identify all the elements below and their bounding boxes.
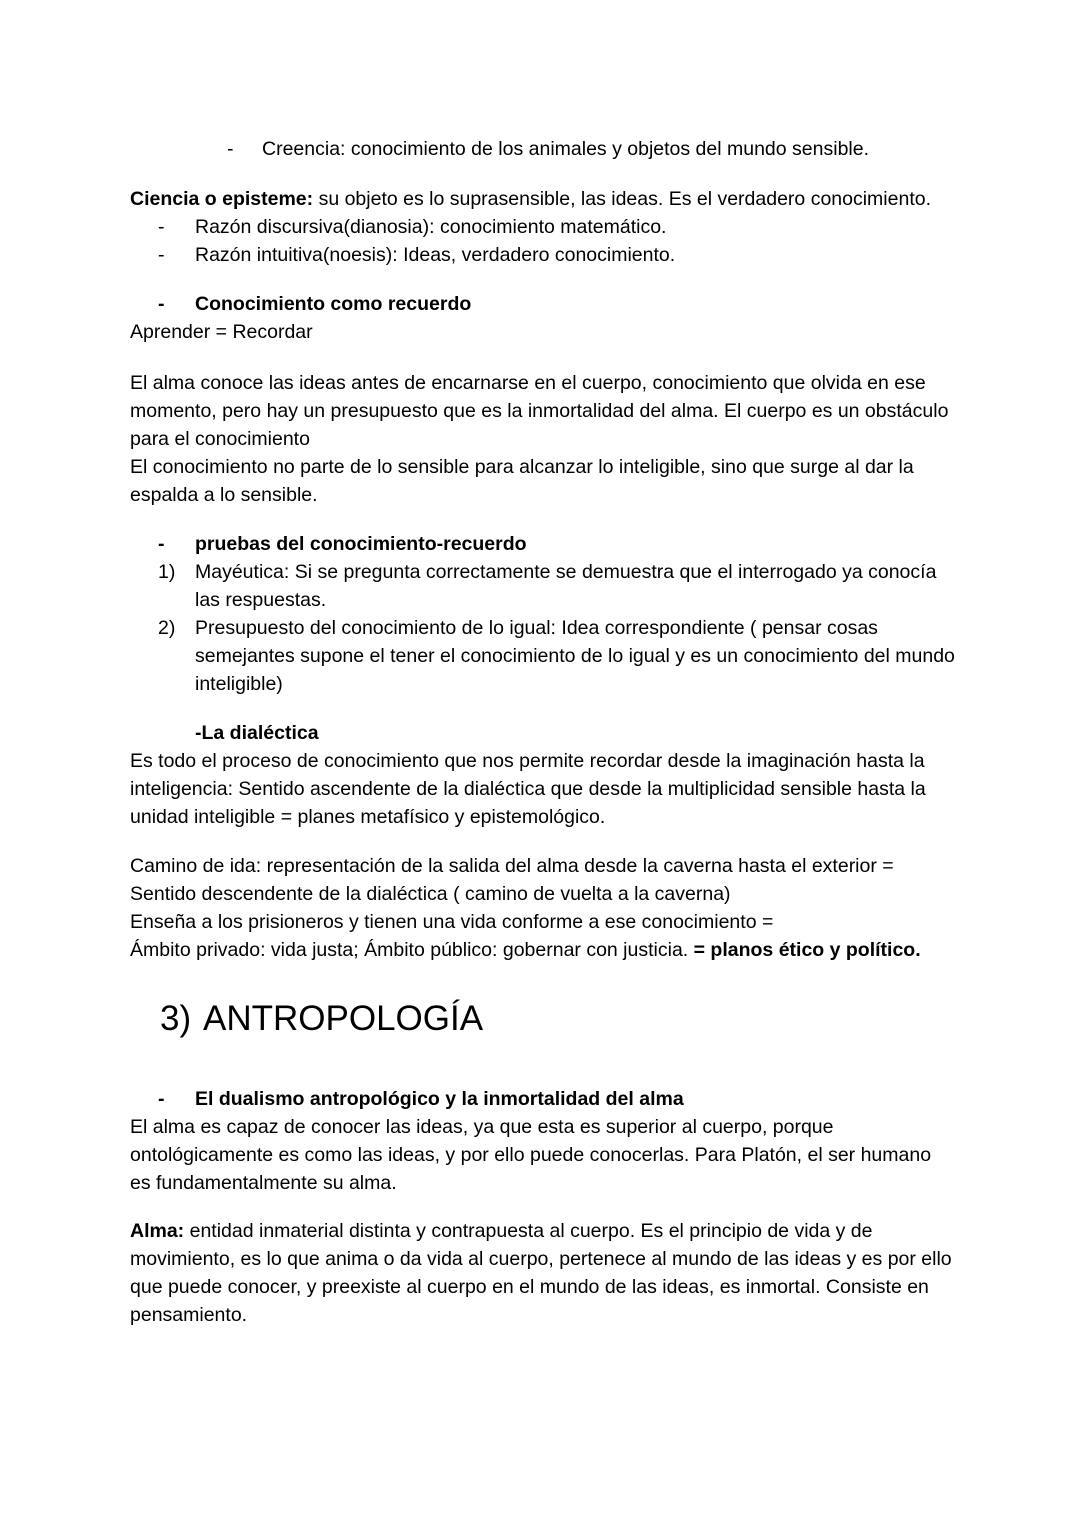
subheading-text: pruebas del conocimiento-recuerdo [195, 533, 527, 555]
bullet-dash: - [158, 293, 165, 315]
number-marker: 1) [158, 561, 176, 583]
heading-antropologia [130, 998, 956, 1040]
bullet-text: Razón intuitiva(noesis): Ideas, verdadero conocimiento. [195, 244, 676, 266]
paragraph-rest: entidad inmaterial distinta y contrapuesta al cuerpo. Es el principio de vida y de movimiento, es lo que anima o da vida al cuerpo, pertenece al mundo de las ideas y es por ello que puede conocer, y preexiste al cuerpo en el mundo de las ideas, es inmortal. Consiste en pensamiento. [130, 1220, 958, 1326]
spacer [130, 509, 956, 530]
paragraph-dialectica: Es todo el proceso de conocimiento que nos permite recordar desde la imaginación hasta la inteligencia: Sentido ascendente de la dialéctica que desde la multiplicidad sensible hasta la unidad inteligible = planes metafísico y epistemológico. [130, 750, 932, 828]
bullet-dash: - [158, 244, 165, 266]
paragraph-alma-definition [130, 1217, 956, 1329]
paragraph-rest: su objeto es lo suprasensible, las ideas. Es el verdadero conocimiento. [313, 188, 932, 210]
bullet-item-razon-discursiva [130, 213, 956, 241]
subheading-text: Conocimiento como recuerdo [195, 293, 472, 315]
numbered-item-text: Presupuesto del conocimiento de lo igual: Idea correspondiente ( pensar cosas semejantes supone el tener el conocimiento de lo igual y es un conocimiento del mundo inteligible) [195, 617, 955, 695]
bullet-dash: - [158, 533, 165, 555]
subheading-la-dialectica: -La dialéctica [195, 722, 319, 744]
bullet-text: Creencia: conocimiento de los animales y objetos del mundo sensible. [262, 138, 870, 160]
spacer [130, 346, 956, 369]
bullet-item-razon-intuitiva [130, 241, 956, 269]
bullet-dash: - [158, 1088, 165, 1110]
line-ambito-bold: = planos ético y político. [693, 939, 921, 961]
subheading-dualismo [130, 1085, 956, 1113]
paragraph-alma-capaz: El alma es capaz de conocer las ideas, ya que esta es superior al cuerpo, porque ontológicamente es como las ideas, y por ello puede conocerlas. Para Platón, el ser humano es fundamentalmente su alma. [130, 1116, 937, 1194]
subheading-text: El dualismo antropológico y la inmortalidad del alma [195, 1088, 684, 1110]
numbered-item-text: Mayéutica: Si se pregunta correctamente se demuestra que el interrogado ya conocía las respuestas. [195, 561, 937, 611]
heading-text: ANTROPOLOGÍA [203, 999, 484, 1038]
spacer [130, 698, 956, 719]
document-content [130, 135, 956, 1329]
spacer [130, 1197, 956, 1217]
line-aprender-recordar: Aprender = Recordar [130, 321, 313, 343]
numbered-item-1 [130, 558, 956, 614]
paragraph-camino-de-ida: Camino de ida: representación de la salida del alma desde la caverna hasta el exterior = Sentido descendente de la dialéctica ( camino de vuelta a la caverna) [130, 855, 900, 905]
bullet-text: Razón discursiva(dianosia): conocimiento matemático. [195, 216, 667, 238]
line-ambito [130, 936, 956, 964]
subheading-pruebas [130, 530, 956, 558]
spacer [130, 269, 956, 290]
spacer [130, 964, 956, 998]
bullet-dash: - [227, 138, 234, 160]
bullet-dash: - [158, 216, 165, 238]
spacer [130, 1040, 956, 1085]
number-marker: 2) [158, 617, 176, 639]
paragraph-conocimiento-no-parte: El conocimiento no parte de lo sensible para alcanzar lo inteligible, sino que surge al dar la espalda a lo sensible. [130, 456, 920, 506]
paragraph-ciencia-episteme [130, 185, 956, 213]
bullet-item-creencia [130, 135, 956, 163]
line-ambito-regular: Ámbito privado: vida justa; Ámbito público: gobernar con justicia. [130, 939, 694, 961]
paragraph-lead-bold: Alma: [130, 1220, 185, 1242]
spacer [130, 831, 956, 852]
spacer [130, 163, 956, 185]
numbered-item-2 [130, 614, 956, 698]
paragraph-lead-bold: Ciencia o episteme: [130, 188, 314, 210]
subheading-conocimiento-como-recuerdo [130, 290, 956, 318]
line-ensena-prisioneros: Enseña a los prisioneros y tienen una vida conforme a ese conocimiento = [130, 911, 774, 933]
paragraph-alma-conoce: El alma conoce las ideas antes de encarnarse en el cuerpo, conocimiento que olvida en ese momento, pero hay un presupuesto que es la inmortalidad del alma. El cuerpo es un obstáculo para el conocimiento [130, 372, 954, 450]
heading-number: 3) [160, 999, 192, 1038]
